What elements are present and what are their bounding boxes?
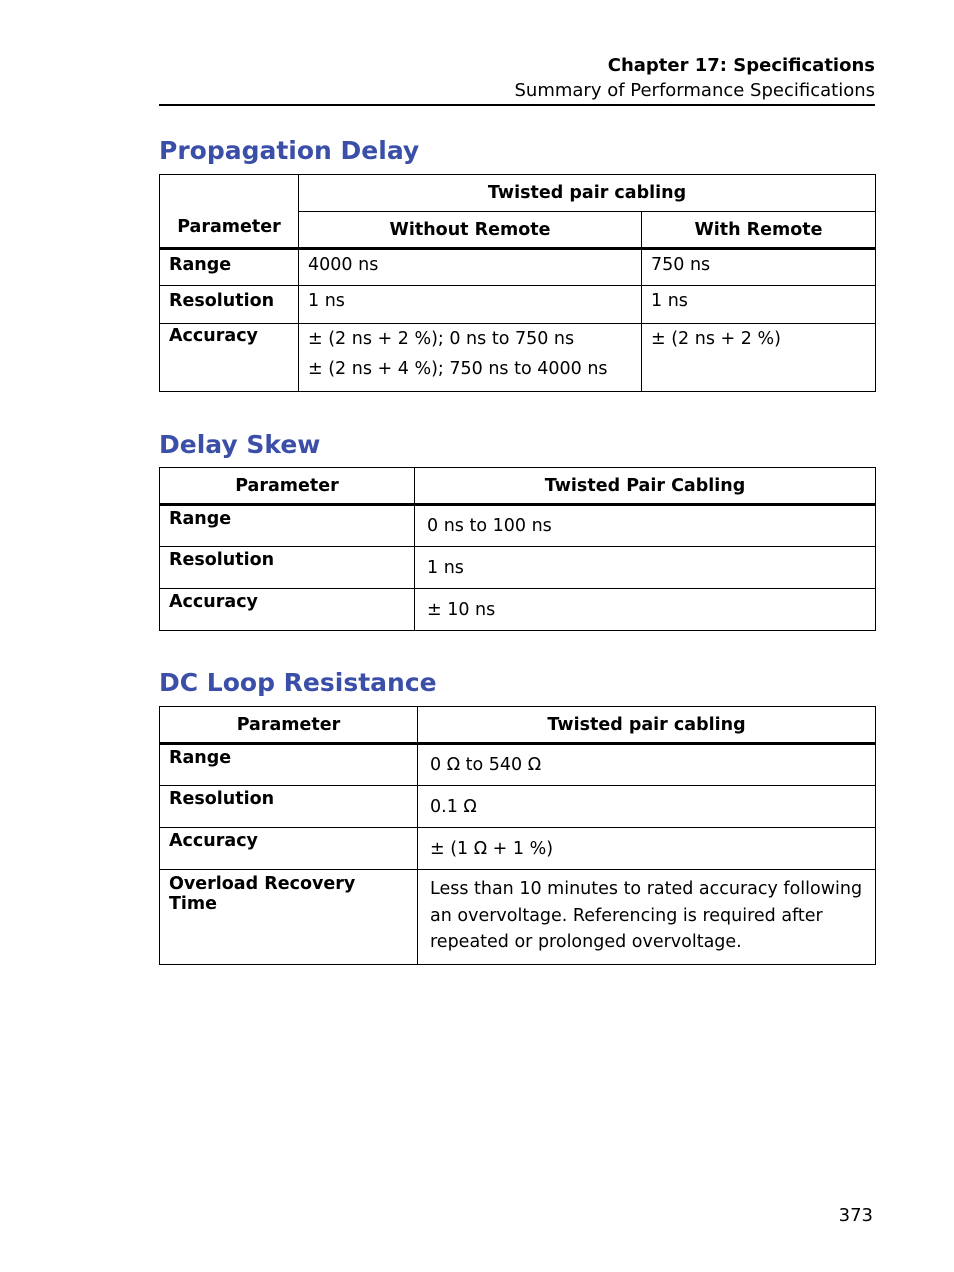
- table-row: [160, 286, 876, 324]
- delay-skew-table: [159, 467, 876, 631]
- row-param: Range: [160, 249, 299, 286]
- row-param: Range: [160, 505, 415, 547]
- table-row: [160, 828, 876, 870]
- row-value: ± (1 Ω + 1 %): [418, 828, 876, 870]
- col-twisted-pair: Twisted Pair Cabling: [415, 468, 876, 505]
- col-without-remote: Without Remote: [299, 212, 642, 249]
- row-param: Accuracy: [160, 828, 418, 870]
- row-param: Accuracy: [160, 589, 415, 631]
- row-value: 0 ns to 100 ns: [415, 505, 876, 547]
- header-rule: [159, 104, 875, 106]
- table-row: [160, 744, 876, 786]
- chapter-title: Chapter 17: Specifications: [607, 55, 875, 76]
- dc-loop-resistance-table: [159, 706, 876, 965]
- col-parameter: Parameter: [160, 175, 299, 249]
- table-row: [160, 249, 876, 286]
- row-value: ± 10 ns: [415, 589, 876, 631]
- row-param: Resolution: [160, 286, 299, 324]
- table-row: [160, 589, 876, 631]
- propagation-delay-heading: Propagation Delay: [159, 136, 420, 165]
- cell-without: 4000 ns: [299, 249, 642, 286]
- table-row: [160, 870, 876, 965]
- row-param: Accuracy: [160, 324, 299, 392]
- table-row: [160, 786, 876, 828]
- row-param: Overload Recovery Time: [160, 870, 418, 965]
- running-header: [159, 53, 875, 103]
- col-twisted-pair: Twisted pair cabling: [418, 707, 876, 744]
- row-param: Resolution: [160, 786, 418, 828]
- table-row: [160, 324, 876, 392]
- cell-without: 1 ns: [299, 286, 642, 324]
- accuracy-line-2: ± (2 ns + 4 %); 750 ns to 4000 ns: [308, 359, 608, 379]
- table-row: [160, 505, 876, 547]
- col-parameter: Parameter: [160, 468, 415, 505]
- row-value: 0.1 Ω: [418, 786, 876, 828]
- accuracy-line-1: ± (2 ns + 2 %); 0 ns to 750 ns: [308, 329, 575, 349]
- page-number: 373: [838, 1205, 873, 1226]
- row-value: 1 ns: [415, 547, 876, 589]
- row-value: Less than 10 minutes to rated accuracy following an overvoltage. Referencing is required after repeated or prolonged overvoltage.: [418, 870, 876, 965]
- cell-with: ± (2 ns + 2 %): [642, 324, 876, 392]
- row-value: 0 Ω to 540 Ω: [418, 744, 876, 786]
- col-parameter: Parameter: [160, 707, 418, 744]
- col-with-remote: With Remote: [642, 212, 876, 249]
- delay-skew-heading: Delay Skew: [159, 430, 321, 459]
- propagation-delay-table: [159, 174, 876, 392]
- row-param: Range: [160, 744, 418, 786]
- col-group-twisted-pair: Twisted pair cabling: [299, 175, 876, 212]
- cell-with: 750 ns: [642, 249, 876, 286]
- row-param: Resolution: [160, 547, 415, 589]
- table-row: [160, 547, 876, 589]
- cell-without: [299, 324, 642, 392]
- section-title: Summary of Performance Specifications: [514, 80, 875, 101]
- dc-loop-resistance-heading: DC Loop Resistance: [159, 668, 437, 697]
- cell-with: 1 ns: [642, 286, 876, 324]
